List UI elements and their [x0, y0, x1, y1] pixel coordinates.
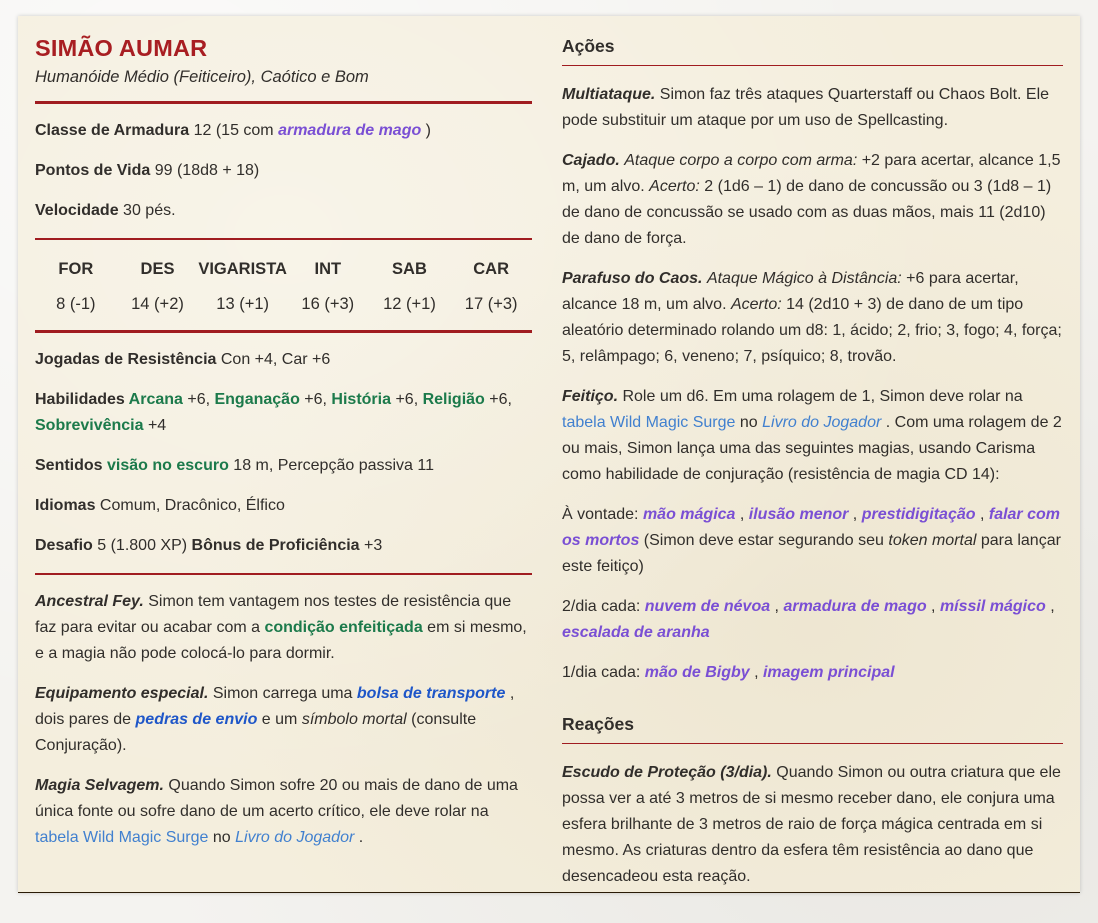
- text-run: no: [208, 829, 236, 846]
- ability-int: [287, 260, 369, 314]
- ability-label: VIGARISTA: [198, 260, 287, 278]
- right-column: [562, 26, 1063, 893]
- speed-line: [35, 198, 532, 224]
- skills-line: [35, 387, 532, 439]
- stat-block-columns: [35, 26, 1063, 893]
- reactions-heading: Reações: [562, 710, 1063, 744]
- text-run: 99 (18d8 + 18): [154, 161, 260, 179]
- trait-paragraph: [35, 681, 532, 759]
- spell-link[interactable]: nuvem de névoa: [644, 598, 771, 615]
- spell-link[interactable]: míssil mágico: [939, 598, 1046, 615]
- text-run: +4: [143, 416, 167, 434]
- creature-name: SIMÃO AUMAR: [35, 35, 208, 61]
- spell-link[interactable]: falar com os mortos: [562, 506, 1060, 549]
- text-run: 2 (1d6 – 1) de dano de concussão ou 3 (1d8 – 1) de dano de concussão se usado com as duas mãos, mais 11 (2d10) de dano de força.: [562, 178, 1052, 247]
- text-run: em si mesmo, e a magia não pode colocá-lo para dormir.: [35, 619, 527, 662]
- spell-link[interactable]: prestidigitação: [861, 506, 976, 523]
- text-run: Acerto:: [649, 178, 700, 195]
- text-run: . Com uma rolagem de 2 ou mais, Simon lança uma das seguintes magias, usando Carisma como habilidade de conjuração (resistência de magia CD 14):: [562, 414, 1062, 483]
- trait-paragraph: [35, 589, 532, 667]
- ability-sab: [369, 260, 451, 314]
- spell-link[interactable]: armadura de mago: [783, 598, 927, 615]
- hit-points-line: [35, 158, 532, 184]
- ability-label: CAR: [473, 260, 510, 278]
- ability-score: 16 (+3): [301, 295, 355, 313]
- text-run: token mortal: [888, 532, 977, 549]
- actions-heading: Ações: [562, 32, 1063, 66]
- action-paragraph: [562, 384, 1063, 488]
- text-run: Simon tem vantagem nos testes de resistência que faz para evitar ou acabar com a: [35, 593, 512, 636]
- text-run: no: [735, 414, 763, 431]
- skill-link[interactable]: visão no escuro: [107, 456, 229, 474]
- ability-label: SAB: [392, 260, 427, 278]
- text-run: ,: [735, 506, 749, 523]
- text-run: Jogadas de Resistência: [35, 350, 221, 368]
- text-run: Pontos de Vida: [35, 161, 155, 179]
- book-link[interactable]: Livro do Jogador: [762, 414, 882, 431]
- text-run: Idiomas: [35, 496, 100, 514]
- text-run: símbolo mortal: [301, 711, 407, 728]
- text-run: Quando Simon sofre 20 ou mais de dano de uma única fonte ou sofre dano de um acerto crítico, ele deve rolar na: [35, 777, 518, 820]
- text-run: 2/dia cada:: [562, 598, 645, 615]
- text-run: Quando Simon ou outra criatura que ele possa ver a até 3 metros de si mesmo receber dano, ele conjura uma esfera brilhante de 3 metros de raio de força mágica centrada em si mesmo. As criaturas dentro da esfera têm resistência ao dano que desencadeou esta reação.: [562, 764, 1061, 885]
- text-run: 18 m, Percepção passiva 11: [228, 456, 434, 474]
- text-run: Magia Selvagem.: [35, 777, 164, 794]
- section-divider: [35, 238, 532, 241]
- languages-line: [35, 493, 532, 519]
- text-run: Desafio: [35, 536, 98, 554]
- text-run: Con +4, Car +6: [220, 350, 331, 368]
- skill-link[interactable]: Sobrevivência: [35, 416, 144, 434]
- ability-label: INT: [314, 260, 342, 278]
- text-run: 1/dia cada:: [562, 664, 645, 681]
- ability-score: 14 (+2): [131, 295, 184, 313]
- text-run: +6,: [299, 390, 332, 408]
- action-paragraph: [562, 266, 1063, 370]
- text-run: ): [421, 121, 432, 139]
- ability-label: FOR: [58, 260, 94, 278]
- skill-link[interactable]: condição enfeitiçada: [264, 619, 423, 636]
- skill-link[interactable]: História: [331, 390, 391, 408]
- text-run: 30 pés.: [123, 201, 176, 219]
- item-link[interactable]: pedras de envio: [135, 711, 258, 728]
- book-link[interactable]: tabela Wild Magic Surge: [562, 414, 736, 431]
- text-run: 12 (15 com: [193, 121, 279, 139]
- spell-list-at-will: [562, 502, 1063, 580]
- text-run: (Simon deve estar segurando seu: [639, 532, 889, 549]
- armor-class-line: [35, 118, 532, 144]
- text-run: +2 para acertar, alcance 1,5 m, um alvo.: [562, 152, 1061, 195]
- text-run: Multiataque.: [562, 86, 656, 103]
- text-run: ,: [1045, 598, 1055, 615]
- text-run: +6,: [484, 390, 512, 408]
- text-run: e um: [257, 711, 302, 728]
- section-divider: [35, 330, 532, 333]
- spell-link[interactable]: armadura de mago: [278, 121, 422, 139]
- book-link[interactable]: Livro do Jogador: [235, 829, 355, 846]
- text-run: +6 para acertar, alcance 18 m, um alvo.: [562, 270, 1019, 313]
- ornate-border-bottom: [18, 892, 1080, 893]
- text-run: Comum, Dracônico, Élfico: [99, 496, 285, 514]
- spell-link[interactable]: mão mágica: [642, 506, 736, 523]
- text-run: Ataque Mágico à Distância:: [706, 270, 902, 287]
- text-run: Ancestral Fey.: [35, 593, 144, 610]
- text-run: Sentidos: [35, 456, 108, 474]
- creature-type: Humanóide Médio (Feiticeiro), Caótico e Bom: [35, 68, 369, 86]
- text-run: Acerto:: [730, 296, 782, 313]
- skill-link[interactable]: Religião: [422, 390, 485, 408]
- spell-list-2-day: [562, 594, 1063, 646]
- text-run: +6,: [182, 390, 215, 408]
- ability-score: 12 (+1): [383, 295, 436, 313]
- spell-list-1-day: [562, 660, 1063, 686]
- text-run: +3: [364, 536, 383, 554]
- text-run: Ataque corpo a corpo com arma:: [624, 152, 858, 169]
- spell-link[interactable]: ilusão menor: [748, 506, 849, 523]
- text-run: ,: [770, 598, 784, 615]
- action-paragraph: [562, 148, 1063, 252]
- text-run: ,: [749, 664, 763, 681]
- text-run: Simon faz três ataques Quarterstaff ou Chaos Bolt. Ele pode substituir um ataque por um uso de Spellcasting.: [562, 86, 1050, 129]
- text-run: (consulte Conjuração).: [35, 711, 477, 754]
- ability-for: [35, 260, 117, 314]
- section-divider: [35, 101, 532, 104]
- item-link[interactable]: bolsa de transporte: [356, 685, 506, 702]
- ability-label: DES: [140, 260, 175, 278]
- challenge-line: [35, 533, 532, 559]
- text-run: Cajado.: [562, 152, 620, 169]
- skill-link[interactable]: Arcana: [128, 390, 183, 408]
- spell-link[interactable]: imagem principal: [762, 664, 895, 681]
- text-run: Bônus de Proficiência: [191, 536, 365, 554]
- text-run: Escudo de Proteção (3/dia).: [562, 764, 772, 781]
- text-run: À vontade:: [562, 506, 643, 523]
- text-run: ,: [975, 506, 989, 523]
- ability-des: [117, 260, 199, 314]
- skill-link[interactable]: Enganação: [214, 390, 300, 408]
- text-run: .: [354, 829, 364, 846]
- ability-score: 17 (+3): [464, 295, 518, 313]
- ability-score: 8 (-1): [56, 295, 96, 313]
- stat-block: [18, 16, 1080, 893]
- text-run: , dois pares de: [35, 685, 515, 728]
- text-run: ,: [848, 506, 862, 523]
- ability-score: 13 (+1): [216, 295, 270, 313]
- text-run: Classe de Armadura: [35, 121, 194, 139]
- text-run: Role um d6. Em uma rolagem de 1, Simon deve rolar na: [618, 388, 1023, 405]
- spell-link[interactable]: escalada de aranha: [562, 624, 710, 641]
- text-run: Velocidade: [35, 201, 124, 219]
- saving-throws-line: [35, 347, 532, 373]
- text-run: +6,: [391, 390, 423, 408]
- section-divider: [35, 573, 532, 576]
- text-run: Simon carrega uma: [208, 685, 357, 702]
- text-run: para lançar este feitiço): [562, 532, 1061, 575]
- ability-con: [198, 260, 287, 314]
- text-run: ,: [926, 598, 940, 615]
- left-column: [35, 26, 532, 893]
- text-run: Equipamento especial.: [35, 685, 209, 702]
- book-link[interactable]: tabela Wild Magic Surge: [35, 829, 209, 846]
- text-run: Feitiço.: [562, 388, 619, 405]
- trait-paragraph: [35, 773, 532, 851]
- action-paragraph: [562, 82, 1063, 134]
- ability-car: [450, 260, 532, 314]
- reaction-paragraph: [562, 760, 1063, 890]
- text-run: Habilidades: [35, 390, 129, 408]
- spell-link[interactable]: mão de Bigby: [644, 664, 750, 681]
- text-run: 5 (1.800 XP): [97, 536, 192, 554]
- senses-line: [35, 453, 532, 479]
- ability-scores: [35, 260, 532, 314]
- text-run: 14 (2d10 + 3) de dano de um tipo aleatório determinado rolando um d8: 1, ácido; 2, frio; 3, fogo; 4, força; 5, relâmpago; 6, veneno; 7, psíquico; 8, trovão.: [562, 296, 1062, 365]
- text-run: Parafuso do Caos.: [562, 270, 703, 287]
